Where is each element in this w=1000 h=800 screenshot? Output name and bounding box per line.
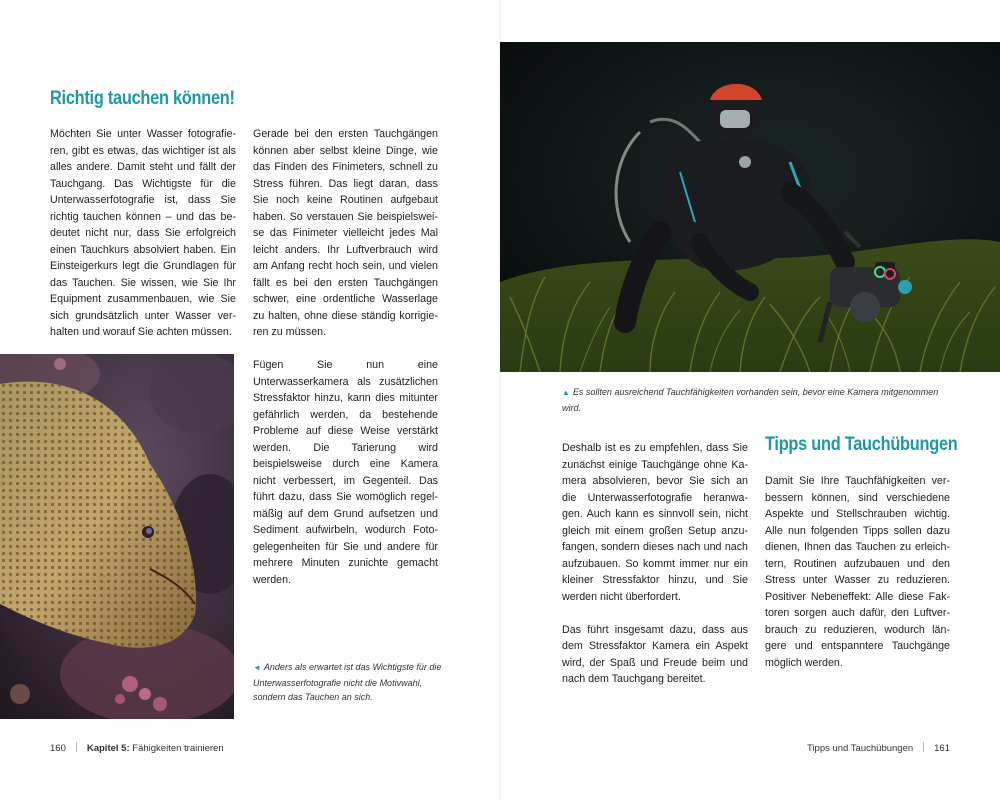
diver-photo: [500, 42, 1000, 372]
footer-divider: [923, 742, 924, 752]
left-col2-paragraph-2: Fügen Sie nun eine Unterwasserkamera als zusätzlichen Stressfaktor hinzu, kann dies mitunter gefährlich werden, da bestehende Probleme auf diese Weise verstärkt werden. Die Tarierung wird beispielsweise durch eine Kamera nicht verbessert, im Gegenteil. Das führt dazu, dass Sie womöglich regelmäßig auf dem Grund aufsetzen und Sediment aufwirbeln, wodurch Fotogelegenheiten für Sie und andere für mehrere Minuten zunichte gemacht werden.: [253, 359, 438, 586]
caption-arrow-up-icon: ▲: [562, 388, 570, 397]
left-column-1-text: [50, 126, 236, 341]
diver-illustration: [500, 42, 1000, 372]
right-col1-paragraph-1: Deshalb ist es zu empfehlen, dass Sie zunächst einige Tauchgänge ohne Kamera absolvieren, bevor Sie sich an die Unterwasserfotografie heranwagen. Auch kann es sinnvoll sein, nicht gleich mit einem großen Setup anzufangen, sondern dieses nach und nach aufzubauen. So kommt immer nur ein kleiner Stressfaktor hinzu, und Sie werden nicht überfordert.: [562, 442, 748, 603]
right-column-2-text: [765, 473, 950, 671]
chapter-title: Fähigkeiten trainieren: [132, 743, 224, 754]
left-footer: [50, 742, 224, 754]
running-head: Tipps und Tauchübungen: [806, 743, 914, 754]
right-column-1-text: [562, 440, 748, 688]
left-col1-paragraph: Möchten Sie unter Wasser fotografieren, gibt es etwas, das wichtiger ist als alles andere. Damit steht und fällt der Tauchgang. Das Wichtigste für die Unterwasserfotografie ist, dass Sie richtig tauchen können – und das bedeutet nicht nur, dass Sie erfolgreich einen Tauchkurs absolviert haben. Ein Einsteigerkurs legt die Grundlagen für das Tauchen. Sie wissen, wie Sie Ihr Equipment zusammenbauen, wie Sie sich grundsätzlich unter Wasser verhalten und worauf Sie achten müssen.: [50, 128, 236, 338]
chapter-label: Kapitel 5:: [86, 743, 130, 754]
right-col1-paragraph-2: Das führt insgesamt dazu, dass aus dem Stressfaktor Kamera ein Aspekt wird, der Spaß und Freude beim und nach dem Tauchgang bereitet.: [562, 623, 748, 685]
footer-divider: [76, 742, 77, 752]
caption-arrow-left-icon: ◄: [253, 663, 261, 672]
right-heading: Tipps und Tauchübungen: [765, 434, 958, 455]
left-col2-paragraph-1: Gerade bei den ersten Tauchgängen können aber selbst kleine Dinge, wie das Finden des Finimeters, schnell zu Stress führen. Das liegt daran, dass Sie noch keine Routinen aufgebaut haben. So verstauen Sie beispielsweise das Finimeter vielleicht jedes Mal leicht anders. Ihr Luftverbrauch wird am Anfang recht hoch sein, und vielen fällt es bei den ersten Tauchgängen schwer, eine ordentliche Wasserlage zu halten, ohne diese ständig korrigieren zu müssen.: [253, 128, 438, 338]
left-page-number: 160: [50, 743, 66, 754]
right-footer: [807, 742, 950, 754]
moray-eel-photo: [0, 354, 234, 719]
left-heading: Richtig tauchen können!: [50, 88, 235, 109]
right-page-number: 161: [934, 743, 950, 754]
right-caption-text: Es sollten ausreichend Tauchfähigkeiten vorhanden sein, bevor eine Kamera mitgenommen wird.: [562, 387, 939, 413]
left-photo-caption: [253, 660, 443, 705]
moray-eel-illustration: [0, 354, 234, 719]
right-col2-paragraph: Damit Sie Ihre Tauchfähigkeiten verbessern können, sind verschiedene Aspekte und Stellschrauben wichtig. Alle nun folgenden Tipps sollen dazu dienen, Ihnen das Tauchen zu erleichtern, Routinen aufzubauen und den Stress unter Wasser zu reduzieren. Positiver Nebeneffekt: Alle diese Faktoren sorgen auch dafür, den Luftverbrauch zu reduzieren, wodurch längere und entspanntere Tauchgänge möglich werden.: [765, 475, 950, 669]
right-photo-caption: [562, 385, 942, 415]
left-caption-text: Anders als erwartet ist das Wichtigste für die Unterwasserfotografie nicht die Motivwahl, sondern das Tauchen an sich.: [253, 662, 442, 703]
left-column-2-text: [253, 126, 438, 588]
